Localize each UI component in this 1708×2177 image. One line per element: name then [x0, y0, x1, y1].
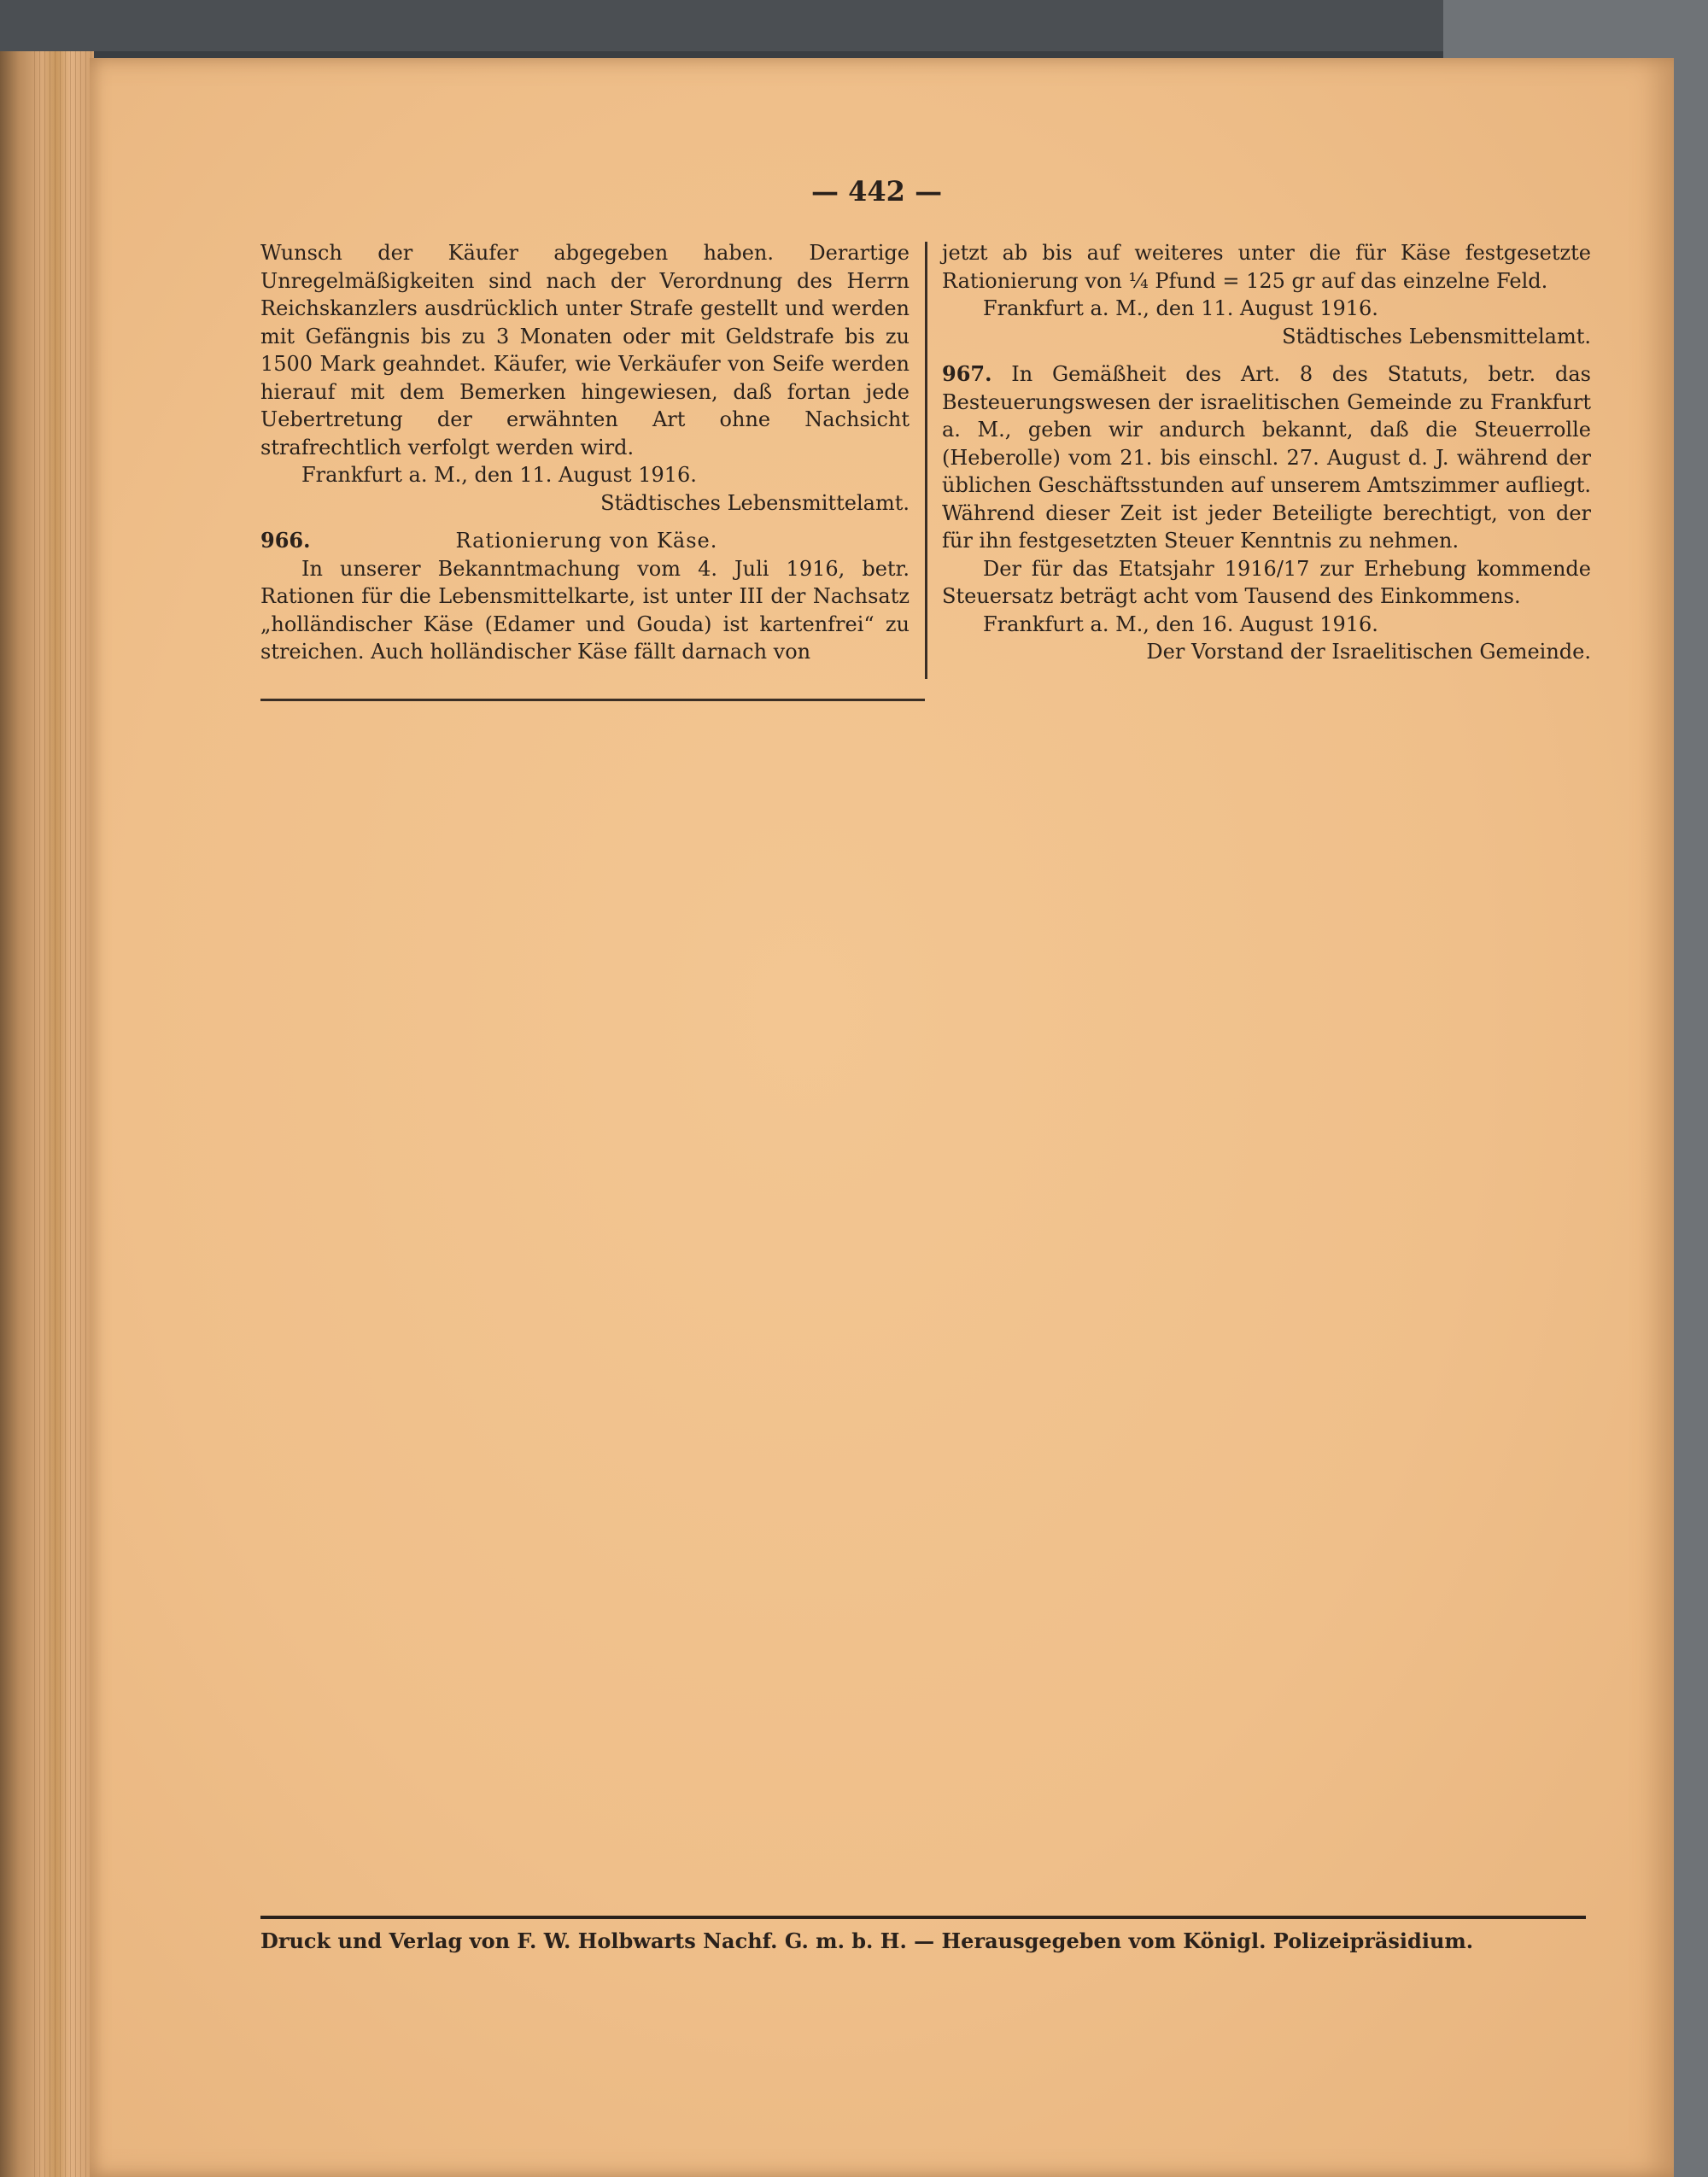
left-place-date: Frankfurt a. M., den 11. August 1916.: [301, 463, 697, 487]
left-signature: Städtisches Lebensmittelamt.: [600, 490, 910, 515]
right-place-date: Frankfurt a. M., den 11. August 1916.: [983, 296, 1378, 320]
section-966-text: In unserer Bekanntmachung vom 4. Juli 1916, betr. Rationen für die Lebensmittelkarte, ist unter III der Nachsatz „holländischer Käse (Edamer und Gouda) ist kartenfrei“ zu streichen. Auch holländischer Käse fällt darnach von: [260, 556, 910, 664]
section-966-number: 966.: [260, 528, 311, 553]
page-number: — 442 —: [811, 175, 943, 208]
section-967-text: In Gemäßheit des Art. 8 des Statuts, betr. das Besteuerungswesen der israelitischen Gemeinde zu Frankfurt a. M., geben wir andurch bekannt, daß die Steuerrolle (Heberolle) vom 21. bis einschl. 27. August d. J. während der üblichen Geschäftsstunden auf unserem Amtszimmer aufliegt. Während dieser Zeit ist jeder Beteiligte berechtigt, von der für ihn festgesetzten Steuer Kenntnis zu nehmen.: [942, 362, 1591, 553]
right-column: [942, 239, 1591, 666]
section-966-heading: [260, 527, 910, 555]
section-967-text2: Der für das Etatsjahr 1916/17 zur Erhebung kommende Steuersatz beträgt acht vom Tausend des Einkommens.: [942, 556, 1591, 608]
left-column-end-rule: [260, 699, 925, 701]
footer-rule: [260, 1916, 1586, 1919]
section-966-title: Rationierung von Käse.: [455, 529, 718, 553]
section-967-number: 967.: [942, 361, 992, 386]
left-continued-text: Wunsch der Käufer abgegeben haben. Derartige Unregelmäßigkeiten sind nach der Verordnung des Herrn Reichskanzlers ausdrücklich unter Strafe gestellt und werden mit Gefängnis bis zu 3 Monaten oder mit Geldstrafe bis zu 1500 Mark geahndet. Käufer, wie Verkäufer von Seife werden hierauf mit dem Bemerken hingewiesen, daß fortan jede Uebertretung der erwähnten Art ohne Nachsicht strafrechtlich verfolgt werden wird.: [260, 241, 910, 459]
column-divider: [925, 242, 927, 679]
section-967-place-date: Frankfurt a. M., den 16. August 1916.: [983, 612, 1378, 636]
section-967-signature: Der Vorstand der Israelitischen Gemeinde.: [1146, 640, 1591, 664]
left-column: [260, 239, 910, 666]
book-page-edge-lines: [34, 51, 94, 2177]
right-signature: Städtisches Lebensmittelamt.: [1282, 324, 1591, 348]
printer-imprint: Druck und Verlag von F. W. Holbwarts Nachf. G. m. b. H. — Herausgegeben vom Königl. Polizeipräsidium.: [260, 1928, 1474, 1953]
section-967-paragraph: [942, 360, 1591, 555]
right-continued-text: jetzt ab bis auf weiteres unter die für Käse festgesetzte Rationierung von ¼ Pfund = 125 gr auf das einzelne Feld.: [942, 241, 1591, 293]
